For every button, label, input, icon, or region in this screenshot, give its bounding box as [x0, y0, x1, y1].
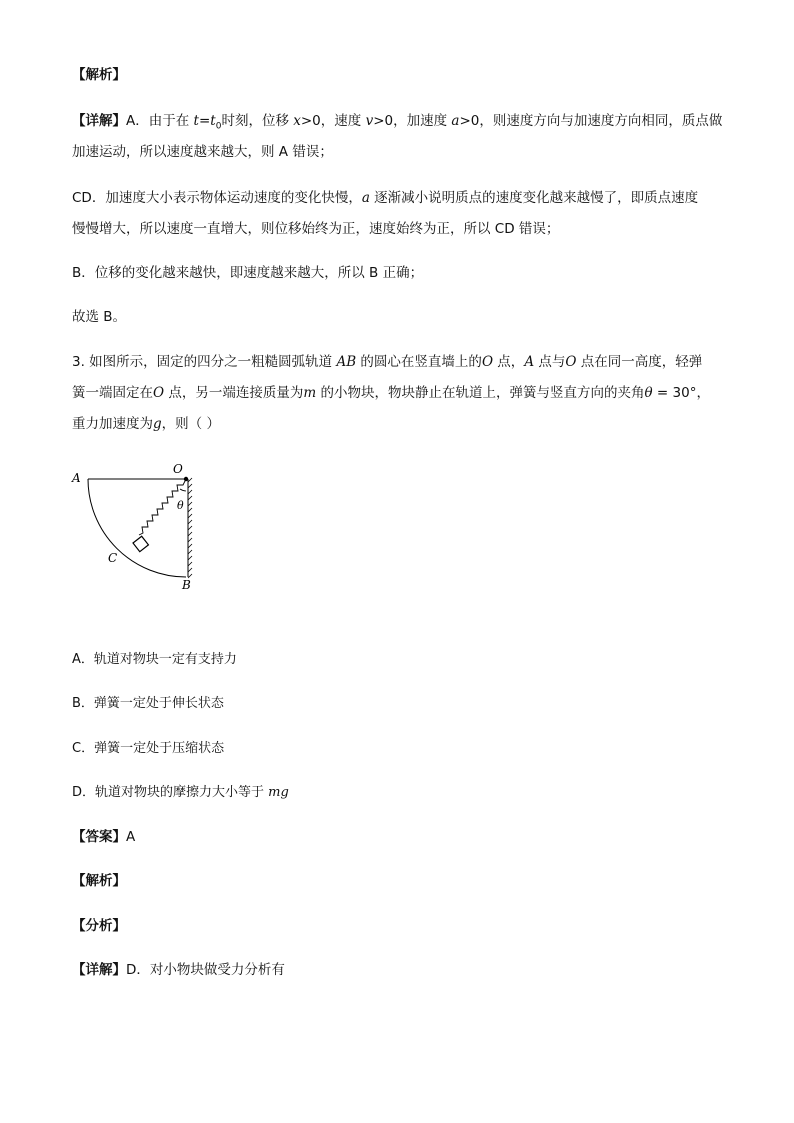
b-line: B．位移的变化越来越快，即速度越来越大，所以 B 正确； — [72, 265, 424, 281]
cd-line1: CD．加速度大小表示物体运动速度的变化快慢，a 逐渐减小说明质点的速度变化越来越慢了，即质点速度 — [72, 190, 699, 206]
conclusion: 故选 B。 — [72, 309, 127, 325]
detail-a-line2: 加速运动，所以速度越来越大，则 A 错误； — [72, 144, 333, 160]
label-c: C — [108, 551, 118, 565]
q3-analysis-heading: 【解析】 — [72, 873, 126, 889]
option-a: A．轨道对物块一定有支持力 — [72, 652, 237, 667]
wall-hatching — [188, 478, 192, 578]
detail-tag: 【详解】 — [72, 113, 126, 129]
label-b: B — [182, 578, 191, 592]
label-o: O — [173, 462, 183, 476]
block-c — [133, 536, 148, 551]
arc-ab — [88, 479, 186, 577]
cd-line2: 慢慢增大，所以速度一直增大，则位移始终为正，速度始终为正，所以 CD 错误； — [72, 221, 560, 237]
label-theta: θ — [177, 499, 184, 512]
q3-figure — [68, 458, 208, 594]
theta-arc — [180, 489, 186, 491]
option-c: C．弹簧一定处于压缩状态 — [72, 741, 225, 756]
q3-line3: 重力加速度为g，则（ ） — [72, 416, 220, 432]
option-b: B．弹簧一定处于伸长状态 — [72, 696, 224, 711]
option-d: D．轨道对物块的摩擦力大小等于 mg — [72, 785, 289, 800]
analysis-heading: 【解析】 — [72, 67, 126, 83]
q3-detail-line: 【详解】D．对小物块做受力分析有 — [72, 962, 285, 978]
answer-tag: 【答案】 — [72, 829, 126, 845]
q3-detail-tag: 【详解】 — [72, 962, 126, 978]
answer-value: A — [126, 829, 136, 845]
label-a: A — [72, 471, 81, 485]
q3-fenxi-heading: 【分析】 — [72, 918, 126, 934]
answer-line — [72, 828, 135, 846]
q3-line2: 簧一端固定在O 点，另一端连接质量为m 的小物块，物块静止在轨道上，弹簧与竖直方向的夹角θ = 30°， — [72, 385, 710, 401]
detail-a-line1: 【详解】A．由于在 $t=t_0$时刻，位移 x>0，速度 v>0，加速度 a>0，则速度方向与加速度方向相同，质点做 — [72, 113, 723, 132]
q3-line1: 3. 如图所示，固定的四分之一粗糙圆弧轨道 AB 的圆心在竖直墙上的O 点，A 点与O 点在同一高度，轻弹 — [72, 354, 703, 370]
